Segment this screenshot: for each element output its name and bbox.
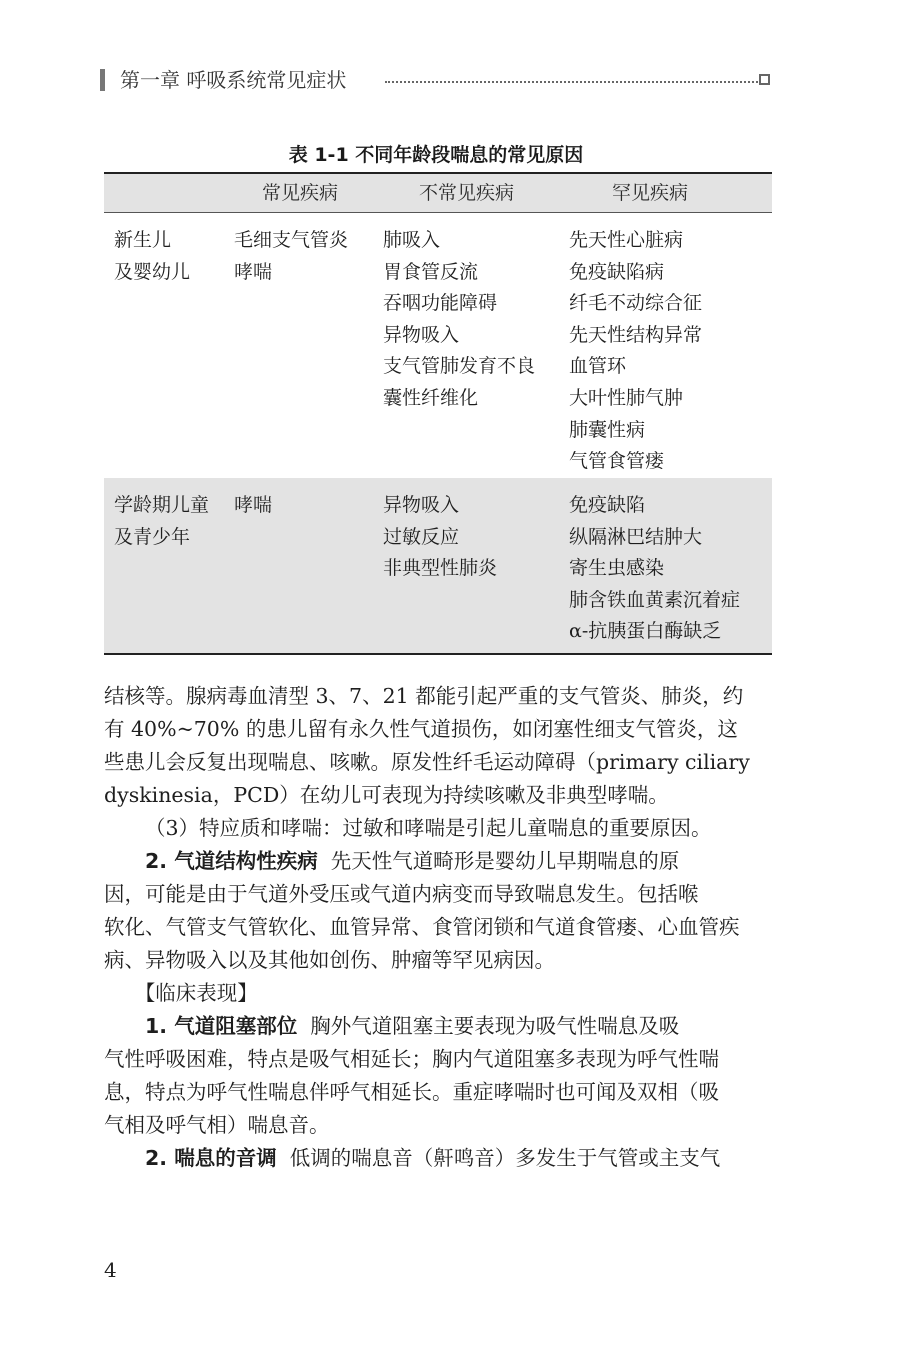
cell-line: 哮喘 bbox=[234, 260, 273, 283]
cell-line: 及青少年 bbox=[114, 525, 191, 548]
text-line: 低调的喘息音（鼾鸣音）多发生于气管或主支气 bbox=[289, 1146, 721, 1170]
cell-line: 哮喘 bbox=[234, 494, 273, 516]
cell-line: 异物吸入 bbox=[383, 323, 460, 346]
text-line: dyskinesia，PCD）在幼儿可表现为持续咳嗽及非典型哮喘。 bbox=[104, 783, 669, 807]
text-line: 病、异物吸入以及其他如创伤、肿瘤等罕见病因。 bbox=[104, 948, 555, 972]
text-line: 胸外气道阻塞主要表现为吸气性喘息及吸 bbox=[310, 1014, 680, 1038]
cell-line: 血管环 bbox=[569, 355, 627, 378]
cell-line: 囊性纤维化 bbox=[383, 386, 479, 409]
cell-line: 先天性心脏病 bbox=[569, 229, 684, 251]
header-end-square bbox=[759, 74, 770, 85]
cell-line: 吞咽功能障碍 bbox=[383, 292, 498, 315]
text-line: 息，特点为呼气性喘息伴呼气相延长。重症哮喘时也可闻及双相（吸 bbox=[104, 1080, 719, 1104]
paragraph bbox=[104, 812, 774, 845]
body-text bbox=[104, 680, 774, 1175]
page-number: 4 bbox=[104, 1258, 117, 1282]
table-row bbox=[104, 213, 772, 478]
header-uncommon: 不常见疾病 bbox=[419, 182, 515, 204]
cell-line: 免疫缺陷 bbox=[569, 494, 646, 516]
cell-line: 寄生虫感染 bbox=[569, 557, 665, 580]
text-line: 结核等。腺病毒血清型 3、7、21 都能引起严重的支气管炎、肺炎，约 bbox=[104, 684, 744, 708]
table-bottom-rule bbox=[104, 653, 772, 655]
paragraph bbox=[104, 845, 774, 977]
cell-line: 先天性结构异常 bbox=[569, 323, 703, 346]
cell-line: 肺吸入 bbox=[383, 229, 441, 251]
paragraph bbox=[104, 1142, 774, 1175]
text-line: 气性呼吸困难，特点是吸气相延长；胸内气道阻塞多表现为呼气性喘 bbox=[104, 1047, 719, 1071]
cell-age-group bbox=[114, 225, 190, 288]
cell-rare bbox=[569, 225, 702, 478]
header-rare: 罕见疾病 bbox=[612, 182, 689, 204]
paragraph-heading: 2. 气道结构性疾病 bbox=[145, 849, 318, 873]
causes-table bbox=[104, 172, 772, 655]
cell-line: 学龄期儿童 bbox=[114, 494, 210, 516]
text-line: 因，可能是由于气道外受压或气道内病变而导致喘息发生。包括喉 bbox=[104, 882, 699, 906]
cell-line: 肺含铁血黄素沉着症 bbox=[569, 588, 741, 611]
cell-line: 大叶性肺气肿 bbox=[569, 386, 684, 409]
section-heading: 【临床表现】 bbox=[134, 981, 258, 1005]
cell-line: 纵隔淋巴结肿大 bbox=[569, 525, 703, 548]
cell-line: 纤毛不动综合征 bbox=[569, 292, 703, 315]
paragraph-heading: 1. 气道阻塞部位 bbox=[145, 1014, 298, 1038]
cell-line: 异物吸入 bbox=[383, 494, 460, 516]
text-line: 先天性气道畸形是婴幼儿早期喘息的原 bbox=[330, 849, 680, 873]
text-line: （3）特应质和哮喘：过敏和哮喘是引起儿童喘息的重要原因。 bbox=[145, 816, 712, 840]
text-line: 些患儿会反复出现喘息、咳嗽。原发性纤毛运动障碍（primary ciliary bbox=[104, 750, 750, 774]
cell-line: 肺囊性病 bbox=[569, 418, 646, 441]
table-header-row bbox=[104, 174, 772, 212]
cell-rare bbox=[569, 490, 740, 648]
cell-line: 过敏反应 bbox=[383, 525, 460, 548]
cell-common bbox=[234, 490, 272, 522]
cell-common bbox=[234, 225, 348, 288]
cell-uncommon bbox=[383, 490, 497, 585]
header-bar bbox=[100, 69, 105, 91]
cell-line: 新生儿 bbox=[114, 229, 172, 251]
cell-line: 毛细支气管炎 bbox=[234, 229, 349, 251]
cell-line: 非典型性肺炎 bbox=[383, 557, 498, 580]
cell-line: 免疫缺陷病 bbox=[569, 260, 665, 283]
cell-age-group bbox=[114, 490, 209, 553]
cell-uncommon bbox=[383, 225, 535, 415]
table-row bbox=[104, 478, 772, 653]
text-line: 软化、气管支气管软化、血管异常、食管闭锁和气道食管瘘、心血管疾 bbox=[104, 915, 740, 939]
table-caption: 表 1-1 不同年龄段喘息的常见原因 bbox=[288, 144, 584, 166]
chapter-title: 第一章 呼吸系统常见症状 bbox=[120, 68, 347, 92]
running-header bbox=[100, 66, 772, 96]
paragraph-heading: 2. 喘息的音调 bbox=[145, 1146, 277, 1170]
header-dotted-rule bbox=[385, 81, 758, 83]
cell-line: α-抗胰蛋白酶缺乏 bbox=[569, 620, 722, 643]
text-line: 有 40%~70% 的患儿留有永久性气道损伤，如闭塞性细支气管炎，这 bbox=[104, 717, 738, 741]
cell-line: 胃食管反流 bbox=[383, 260, 479, 283]
paragraph bbox=[104, 680, 774, 812]
cell-line: 气管食管瘘 bbox=[569, 450, 665, 473]
header-common: 常见疾病 bbox=[262, 182, 339, 204]
cell-line: 及婴幼儿 bbox=[114, 260, 191, 283]
text-line: 气相及呼气相）喘息音。 bbox=[104, 1113, 330, 1137]
cell-line: 支气管肺发育不良 bbox=[383, 355, 536, 378]
paragraph bbox=[104, 1010, 774, 1142]
